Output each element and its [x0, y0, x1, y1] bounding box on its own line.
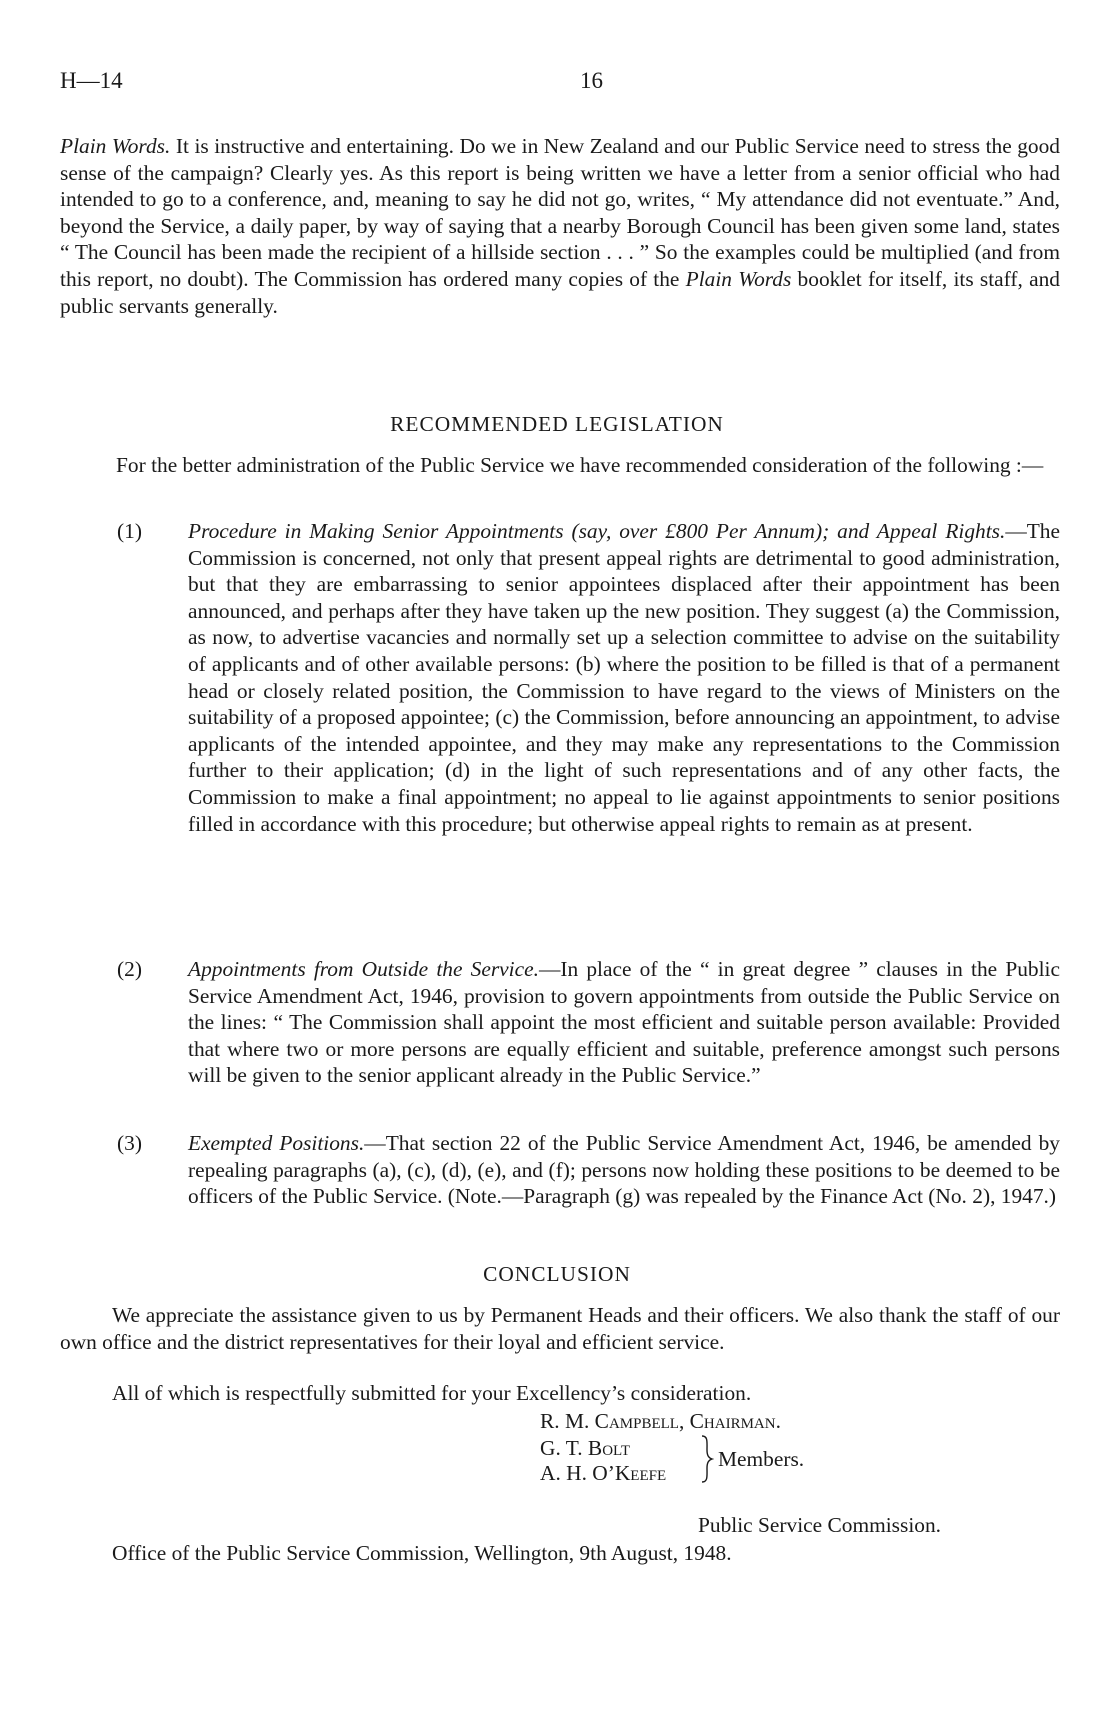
item-title: Procedure in Making Senior Appointments (say, over £800 Per Annum); and Appeal Rights.	[188, 519, 1006, 543]
chairman-signature: R. M. Campbell, Chairman.	[540, 1409, 781, 1433]
brace-glyph	[700, 1434, 714, 1484]
intro-title-italic: Plain Words.	[60, 134, 171, 158]
submission-paragraph: All of which is respectfully submitted for your Excellency’s consideration.	[112, 1381, 752, 1405]
item-body	[188, 518, 1060, 837]
section-heading-legislation: RECOMMENDED LEGISLATION	[390, 412, 724, 436]
document-reference: H—14	[60, 68, 123, 93]
item-number: (1)	[117, 519, 142, 543]
item-title: Exempted Positions.	[188, 1131, 365, 1155]
intro-text: It is instructive and entertaining. Do we in New Zealand and our Public Service need to stress the good sense of the campaign? Clearly yes. As this report is being written we have a letter from a senior official who had intended to go to a conference, and, meaning to say he did not go, writes, “ My attendance did not eventuate.” And, beyond the Service, a daily paper, by way of saying that a nearby Borough Council has been given some land, states “ The Council has been made the recipient of a hillside section . . . ” So the examples could be multiplied (and from this report, no doubt). The Commission has ordered many copies of the	[60, 134, 1061, 291]
member-signature: A. H. O’Keefe	[540, 1461, 667, 1485]
item-number: (3)	[117, 1131, 142, 1155]
page-header	[60, 68, 1060, 98]
intro-booklet-italic: Plain Words	[685, 266, 792, 291]
item-text: —That section 22 of the Public Service Amendment Act, 1946, be amended by repealing paragraphs (a), (c), (d), (e), and (f); persons now holding these positions to be deemed to be officers of the Public Service. (Note.—Paragraph (g) was repealed by the Finance Act (No. 2), 1947.)	[188, 1131, 1060, 1209]
member-signature: G. T. Bolt	[540, 1436, 630, 1460]
section-heading-conclusion: CONCLUSION	[483, 1262, 631, 1286]
office-dateline: Office of the Public Service Commission, Wellington, 9th August, 1948.	[112, 1541, 732, 1565]
intro-text-end: booklet for itself, its staff, and public servants generally.	[60, 266, 1060, 318]
item-number: (2)	[117, 957, 142, 981]
item-text: —The Commission is concerned, not only that present appeal rights are detrimental to good administration, but that they are embarrassing to senior appointees displaced after their appointment has been announced, and perhaps after they have taken up the new position. They suggest (a) the Commission, as now, to advertise vacancies and normally set up a selection committee to advise on the suitability of applicants and of other available persons: (b) where the position to be filled is that of a permanent head or closely related position, the Commission to have regard to the views of Ministers on the suitability of a proposed appointee; (c) the Commission, before announcing an appointment, to advise applicants of the intended appointee, and they may make any representations to the Commission further to their application; (d) in the light of such representations and of any other facts, the Commission to make a final appointment; no appeal to lie against appointments to senior positions filled in accordance with this procedure; but otherwise appeal rights to remain as at present.	[188, 519, 1060, 836]
page-number: 16	[580, 68, 603, 93]
commission-name: Public Service Commission.	[698, 1513, 942, 1537]
members-label: Members.	[718, 1447, 805, 1471]
conclusion-paragraph: We appreciate the assistance given to us by Permanent Heads and their officers. We also thank the staff of our own office and the district representatives for their loyal and efficient service.	[60, 1303, 1060, 1354]
intro-paragraph	[60, 133, 1060, 319]
item-text: —In place of the “ in great degree ” clauses in the Public Service Amendment Act, 1946, provision to govern appointments from outside the Public Service on the lines: “ The Commission shall appoint the most efficient and suitable person available: Provided that where two or more persons are equally efficient and suitable, preference amongst such persons will be given to the senior applicant already in the Public Service.”	[188, 957, 1060, 1088]
item-title: Appointments from Outside the Service.	[188, 957, 539, 981]
item-body	[188, 956, 1060, 1089]
legislation-intro: For the better administration of the Public Service we have recommended consideration of the following :—	[116, 453, 1044, 477]
item-body	[188, 1130, 1060, 1210]
